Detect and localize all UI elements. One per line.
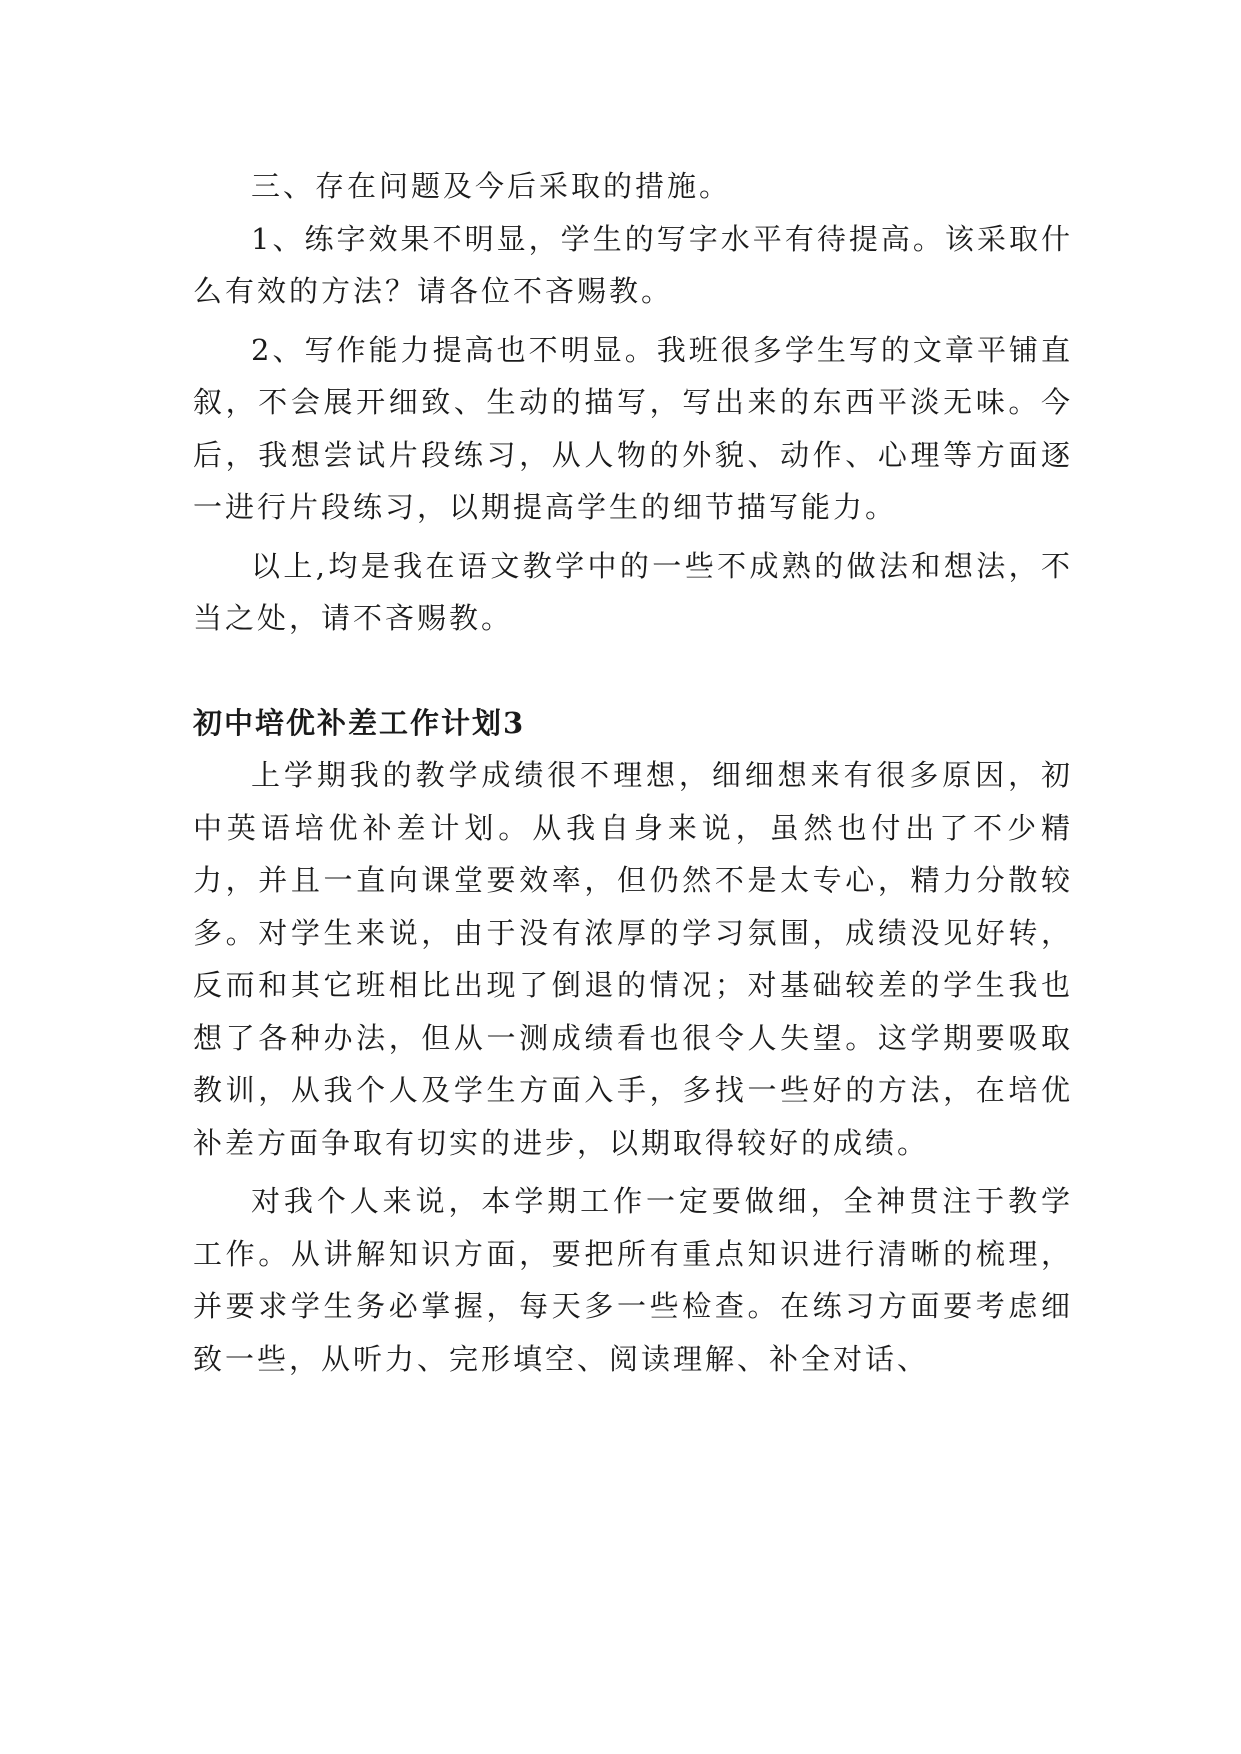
paragraph-last-term-review: 上学期我的教学成绩很不理想，细细想来有很多原因，初中英语培优补差计划。从我自身来说，虽然也付出了不少精力，并且一直向课堂要效率，但仍然不是太专心，精力分散较多。对学生来说，由于没有浓厚的学习氛围，成绩没见好转，反而和其它班相比出现了倒退的情况；对基础较差的学生我也想了各种办法，但从一测成绩看也很令人失望。这学期要吸取教训，从我个人及学生方面入手，多找一些好的方法，在培优补差方面争取有切实的进步，以期取得较好的成绩。	[193, 758, 1073, 1160]
document-body	[193, 160, 1073, 1385]
paragraph-problems-heading: 三、存在问题及今后采取的措施。	[251, 169, 732, 203]
paragraph-personal-plan: 对我个人来说，本学期工作一定要做细，全神贯注于教学工作。从讲解知识方面，要把所有重点知识进行清晰的梳理，并要求学生务必掌握，每天多一些检查。在练习方面要考虑细致一些，从听力、完形填空、阅读理解、补全对话、	[193, 1184, 1073, 1376]
section-title: 初中培优补差工作计划3	[193, 705, 526, 740]
paragraph-handwriting-issue: 1、练字效果不明显，学生的写字水平有待提高。该采取什么有效的方法？请各位不吝赐教。	[193, 221, 1073, 308]
paragraph-writing-issue: 2、写作能力提高也不明显。我班很多学生写的文章平铺直叙，不会展开细致、生动的描写，写出来的东西平淡无味。今后，我想尝试片段练习，从人物的外貌、动作、心理等方面逐一进行片段练习，以期提高学生的细节描写能力。	[193, 332, 1073, 524]
paragraph-closing-remark: 以上,均是我在语文教学中的一些不成熟的做法和想法，不当之处，请不吝赐教。	[193, 548, 1073, 635]
